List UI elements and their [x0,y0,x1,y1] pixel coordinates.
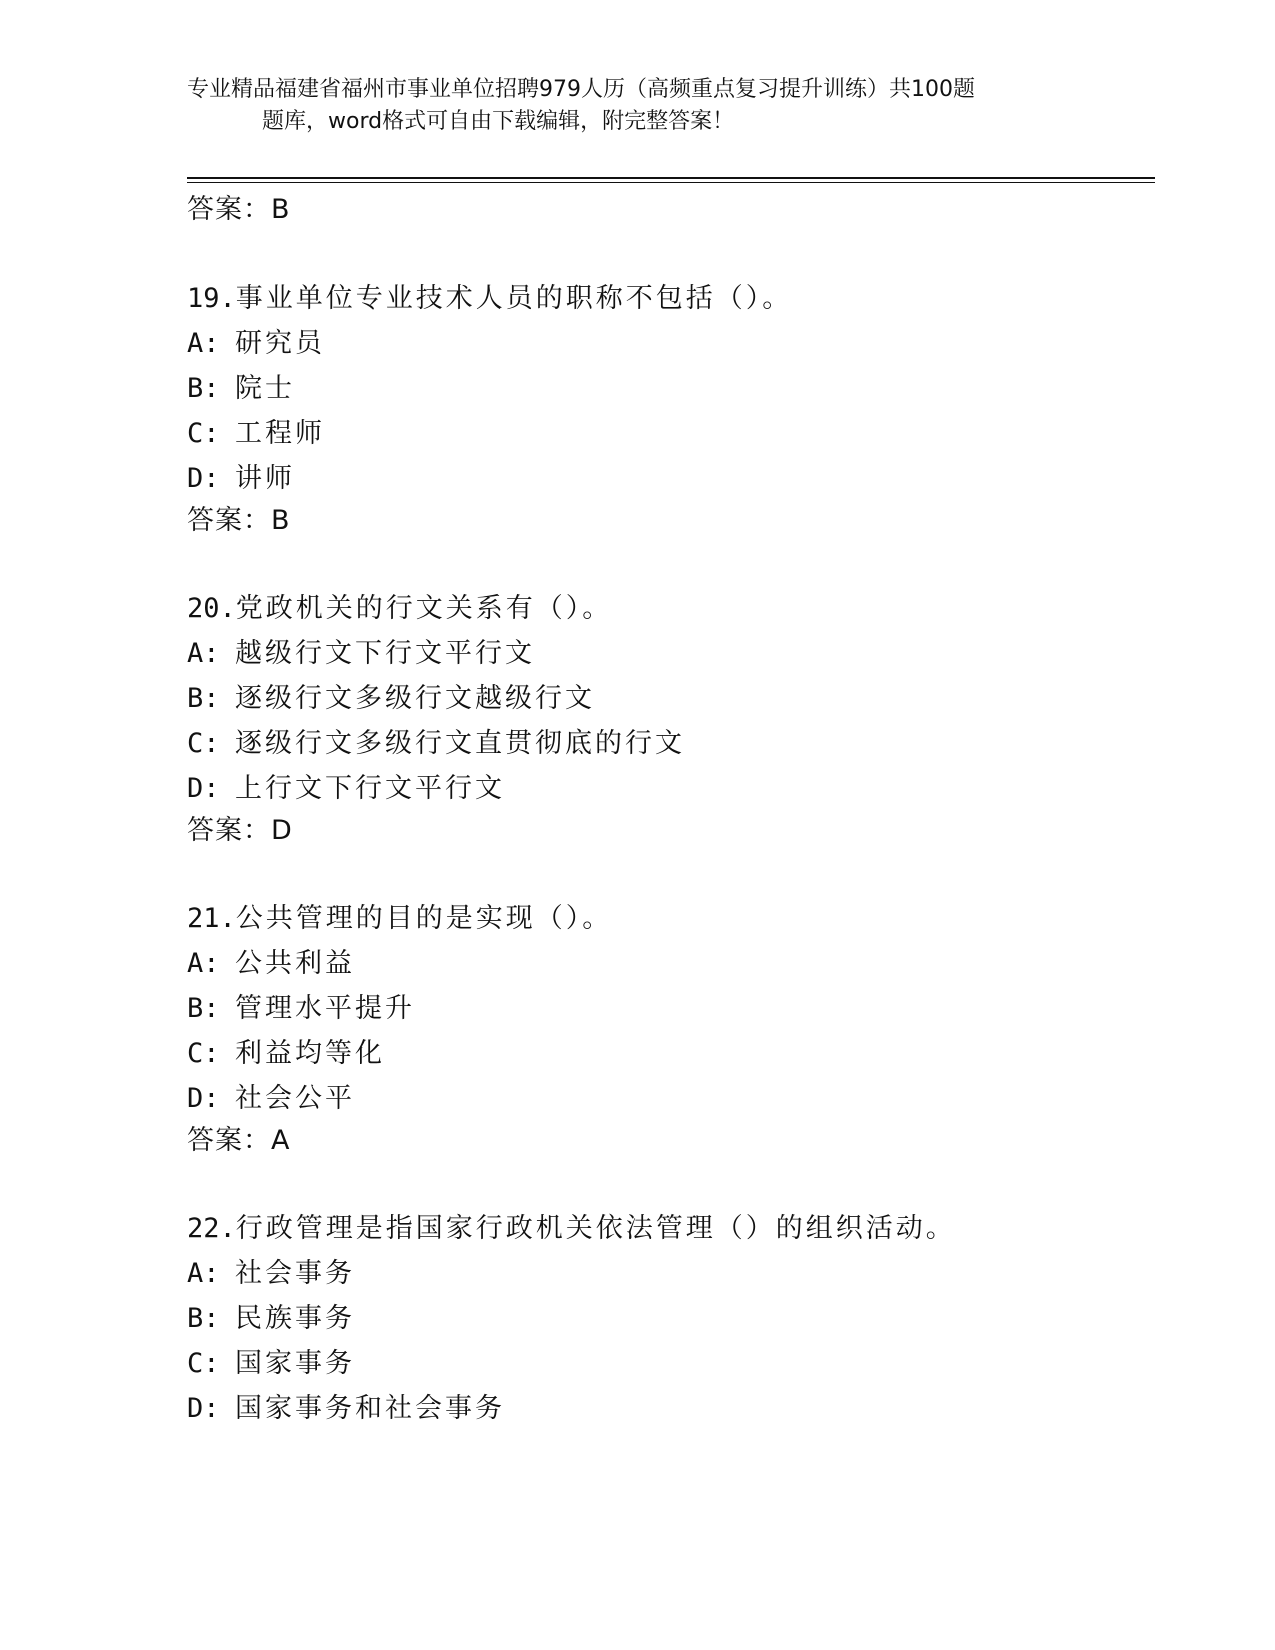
question-text [187,1206,1147,1251]
header-title-line-2: 题库，word格式可自由下载编辑，附完整答案！ [262,109,735,134]
option-c [187,1031,1147,1076]
option-text: 管理水平提升 [235,993,415,1024]
question-text [187,896,1147,941]
answer-label: 答案： [187,1125,271,1156]
option-letter: D: [187,773,220,804]
question-answer [187,811,1147,851]
question-stem: 事业单位专业技术人员的职称不包括（）。 [235,283,793,314]
option-text: 民族事务 [235,1303,355,1334]
option-text: 上行文下行文平行文 [235,773,505,804]
header-divider-thick [187,177,1155,179]
question-number: 19. [187,283,236,314]
option-a [187,941,1147,986]
leading-answer [187,190,1147,230]
option-c [187,1341,1147,1386]
document-header [187,74,1087,138]
option-letter: A: [187,948,220,979]
answer-value: D [271,815,292,846]
option-c [187,721,1147,766]
question-list [187,190,1147,1431]
answer-label: 答案： [187,815,271,846]
option-letter: A: [187,1258,220,1289]
question-text [187,586,1147,631]
option-text: 讲师 [235,463,295,494]
question-answer [187,1121,1147,1161]
question-answer [187,501,1147,541]
option-b [187,366,1147,411]
option-letter: B: [187,683,220,714]
option-letter: B: [187,373,220,404]
question-text [187,276,1147,321]
option-letter: C: [187,1348,220,1379]
option-text: 公共利益 [235,948,355,979]
option-letter: A: [187,328,220,359]
question-stem: 行政管理是指国家行政机关依法管理（）的组织活动。 [235,1213,956,1244]
option-text: 逐级行文多级行文直贯彻底的行文 [235,728,685,759]
question-19 [187,276,1147,541]
option-a [187,631,1147,676]
option-c [187,411,1147,456]
question-stem: 党政机关的行文关系有（）。 [235,593,613,624]
option-d [187,456,1147,501]
answer-value: A [271,1125,290,1156]
option-d [187,1076,1147,1121]
option-letter: D: [187,1393,220,1424]
option-d [187,1386,1147,1431]
option-letter: D: [187,1083,220,1114]
answer-label: 答案： [187,505,271,536]
option-letter: C: [187,418,220,449]
option-letter: A: [187,638,220,669]
question-number: 21. [187,903,236,934]
option-a [187,1251,1147,1296]
option-text: 社会公平 [235,1083,355,1114]
option-b [187,676,1147,721]
option-letter: D: [187,463,220,494]
option-text: 工程师 [235,418,325,449]
question-21 [187,896,1147,1161]
option-b [187,986,1147,1031]
header-divider-thin [187,182,1155,183]
answer-value: B [271,194,290,225]
answer-value: B [271,505,290,536]
question-20 [187,586,1147,851]
question-number: 20. [187,593,236,624]
option-text: 逐级行文多级行文越级行文 [235,683,595,714]
option-text: 利益均等化 [235,1038,385,1069]
option-text: 社会事务 [235,1258,355,1289]
option-a [187,321,1147,366]
answer-label: 答案： [187,194,271,225]
option-letter: B: [187,993,220,1024]
option-text: 国家事务和社会事务 [235,1393,505,1424]
header-title-line-1: 专业精品福建省福州市事业单位招聘979人历（高频重点复习提升训练）共100题 [187,77,975,102]
option-letter: C: [187,728,220,759]
question-22 [187,1206,1147,1431]
option-letter: B: [187,1303,220,1334]
option-text: 院士 [235,373,295,404]
option-b [187,1296,1147,1341]
option-d [187,766,1147,811]
option-text: 国家事务 [235,1348,355,1379]
question-number: 22. [187,1213,236,1244]
option-text: 越级行文下行文平行文 [235,638,535,669]
question-stem: 公共管理的目的是实现（）。 [235,903,613,934]
option-text: 研究员 [235,328,325,359]
option-letter: C: [187,1038,220,1069]
